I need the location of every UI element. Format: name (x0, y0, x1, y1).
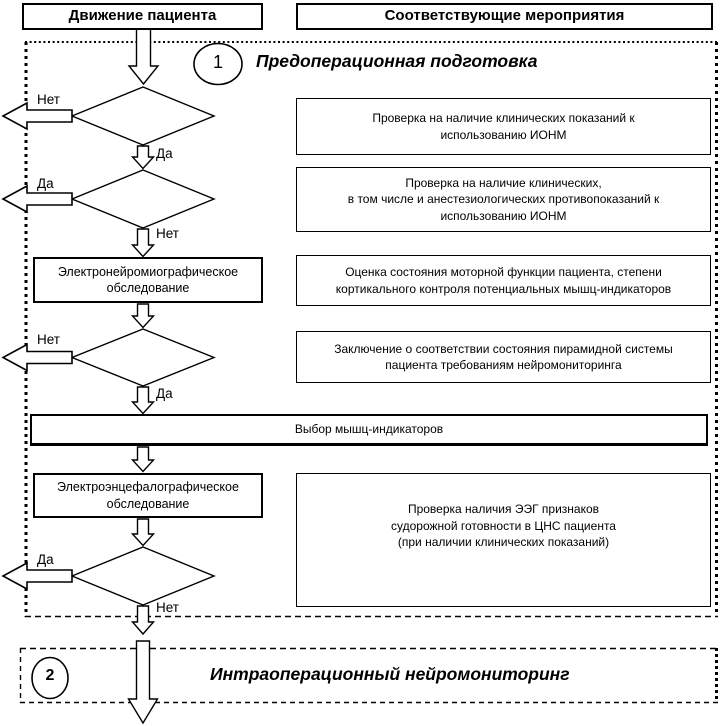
decision-2-down-label: Нет (156, 226, 179, 241)
text-line: Электроэнцефалографическое (57, 480, 239, 494)
section-1-title: Предоперационная подготовка (256, 51, 538, 71)
text-line: (при наличии клинических показаний) (397, 535, 610, 550)
activity-box-contraindications (296, 167, 711, 232)
activity-box-motor-function-assessment (296, 255, 711, 306)
activity-box-eeg-check (296, 473, 711, 607)
arrow-decision1-to-decision2 (133, 146, 154, 169)
decision-4-down-label: Нет (156, 600, 179, 615)
text-line: в том числе и анестезиологических противопоказаний к (347, 192, 660, 207)
header-text: Соответствующие мероприятия (384, 7, 625, 25)
section-2-number: 2 (45, 667, 55, 684)
text-line: использованию ИОНМ (440, 127, 567, 142)
activity-box-clinical-indications (296, 98, 711, 155)
arrow-decision4-to-section2 (133, 606, 154, 634)
text-line: судорожной готовности в ЦНС пациента (391, 518, 616, 533)
process-box-eeg-examination (33, 473, 263, 518)
text-line: обследование (106, 281, 190, 295)
arrow-enmg-to-decision3 (133, 304, 154, 328)
process-box-muscle-indicator-selection (30, 414, 708, 446)
decision-1-down-label: Да (156, 146, 173, 161)
text-line: Проверка на наличие клинических показаний к (372, 111, 635, 125)
decision-4-left-label: Да (37, 552, 54, 567)
section-1-number: 1 (212, 52, 223, 72)
text-line: Заключение о соответствии состояния пирамидной системы (334, 341, 673, 356)
arrow-muscle-box-to-eeg (133, 447, 154, 472)
text-line: использованию ИОНМ (440, 208, 567, 223)
text-line: Оценка состояния моторной функции пациента, степени (345, 265, 662, 279)
process-box-enmg-examination (33, 257, 263, 303)
text-line: пациента требованиям нейромониторинга (385, 358, 622, 372)
activity-box-pyramidal-system-conclusion (296, 331, 711, 383)
decision-2-diamond (72, 170, 214, 228)
arrow-through-section2 (129, 641, 158, 723)
text-line: обследование (106, 496, 190, 511)
decision-2-left-label: Да (37, 176, 54, 191)
decision-4-diamond (72, 547, 214, 605)
arrow-decision2-to-enmg (133, 229, 154, 257)
decision-3-left-label: Нет (37, 332, 60, 347)
patient-flow-column-header (22, 3, 263, 30)
header-text: Движение пациента (68, 7, 217, 25)
text-line: кортикального контроля потенциальных мышц-индикаторов (335, 281, 672, 296)
section-2-title: Интраоперационный нейромониторинг (210, 664, 570, 684)
arrow-eeg-to-decision4 (133, 519, 154, 546)
text-line: Электронейромиографическое (57, 264, 239, 279)
text-line: Выбор мышц-индикаторов (294, 422, 444, 437)
text-line: Проверка на наличие клинических, (405, 175, 602, 190)
arrow-header-to-decision-1 (129, 29, 158, 84)
decision-3-diamond (72, 329, 214, 386)
decision-3-down-label: Да (156, 386, 173, 401)
decision-1-left-label: Нет (37, 92, 60, 107)
arrow-decision3-to-muscle-box (133, 387, 154, 414)
decision-3-left-arrow (3, 345, 72, 371)
decision-1-diamond (72, 87, 214, 145)
activities-column-header (296, 3, 713, 30)
text-line: Проверка наличия ЭЭГ признаков (407, 502, 600, 517)
